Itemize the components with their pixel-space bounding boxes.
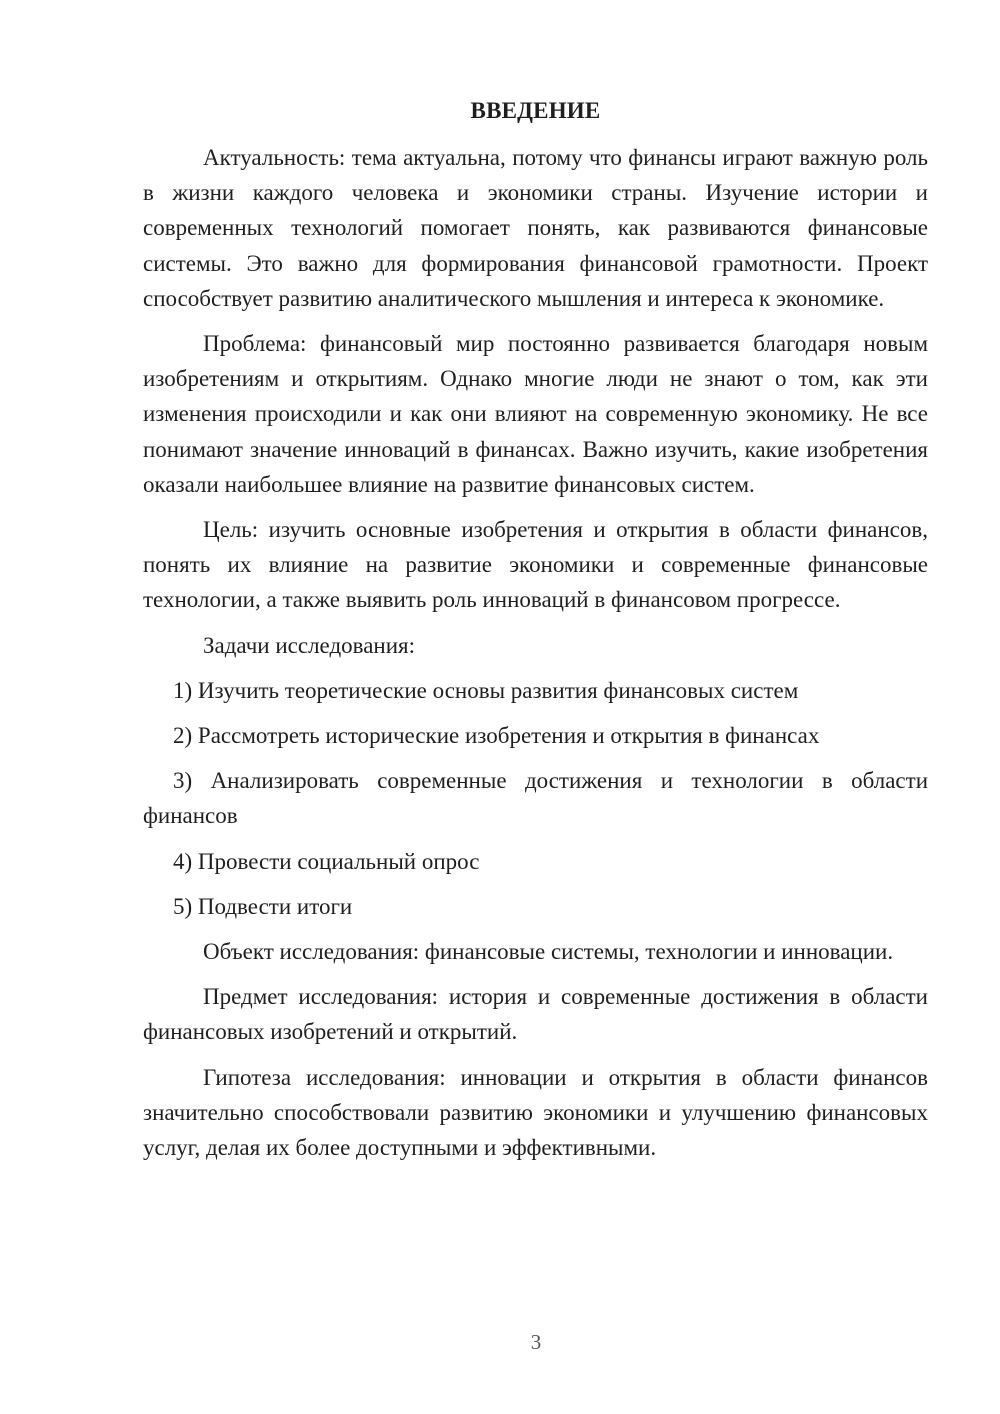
problem-paragraph: Проблема: финансовый мир постоянно развивается благодаря новым изобретениям и открытиям. Однако многие люди не знают о том, как эти изменения происходили и как они влияют на современную экономику. Не все понимают значение инноваций в финансах. Важно изучить, какие изобретения оказали наибольшее влияние на развитие финансовых систем. bbox=[143, 331, 928, 497]
task-item-3: 3) Анализировать современные достижения и технологии в области финансов bbox=[143, 768, 928, 829]
hypothesis-paragraph: Гипотеза исследования: инновации и открытия в области финансов значительно способствовали развитию экономики и улучшению финансовых услуг, делая их более доступными и эффективными. bbox=[143, 1064, 928, 1161]
tasks-title: Задачи исследования: bbox=[203, 632, 416, 658]
document-body bbox=[143, 92, 928, 1175]
task-item-4: 4) Провести социальный опрос bbox=[173, 848, 480, 874]
task-item-5: 5) Подвести итоги bbox=[173, 893, 353, 919]
page-number: 3 bbox=[530, 1330, 542, 1354]
relevance-paragraph: Актуальность: тема актуальна, потому что финансы играют важную роль в жизни каждого человека и экономики страны. Изучение истории и современных технологий помогает понять, как развиваются финансовые системы. Это важно для формирования финансовой грамотности. Проект способствует развитию аналитического мышления и интереса к экономике. bbox=[143, 145, 928, 311]
goal-paragraph: Цель: изучить основные изобретения и открытия в области финансов, понять их влияние на развитие экономики и современные финансовые технологии, а также выявить роль инноваций в финансовом прогрессе. bbox=[143, 517, 928, 613]
task-item-1: 1) Изучить теоретические основы развития финансовых систем bbox=[173, 677, 799, 703]
task-item-2: 2) Рассмотреть исторические изобретения и открытия в финансах bbox=[173, 723, 820, 749]
subject-paragraph: Предмет исследования: история и современные достижения в области финансовых изобретений и открытий. bbox=[143, 984, 928, 1045]
section-heading: ВВЕДЕНИЕ bbox=[470, 98, 601, 123]
object-paragraph: Объект исследования: финансовые системы, технологии и инновации. bbox=[203, 939, 894, 965]
